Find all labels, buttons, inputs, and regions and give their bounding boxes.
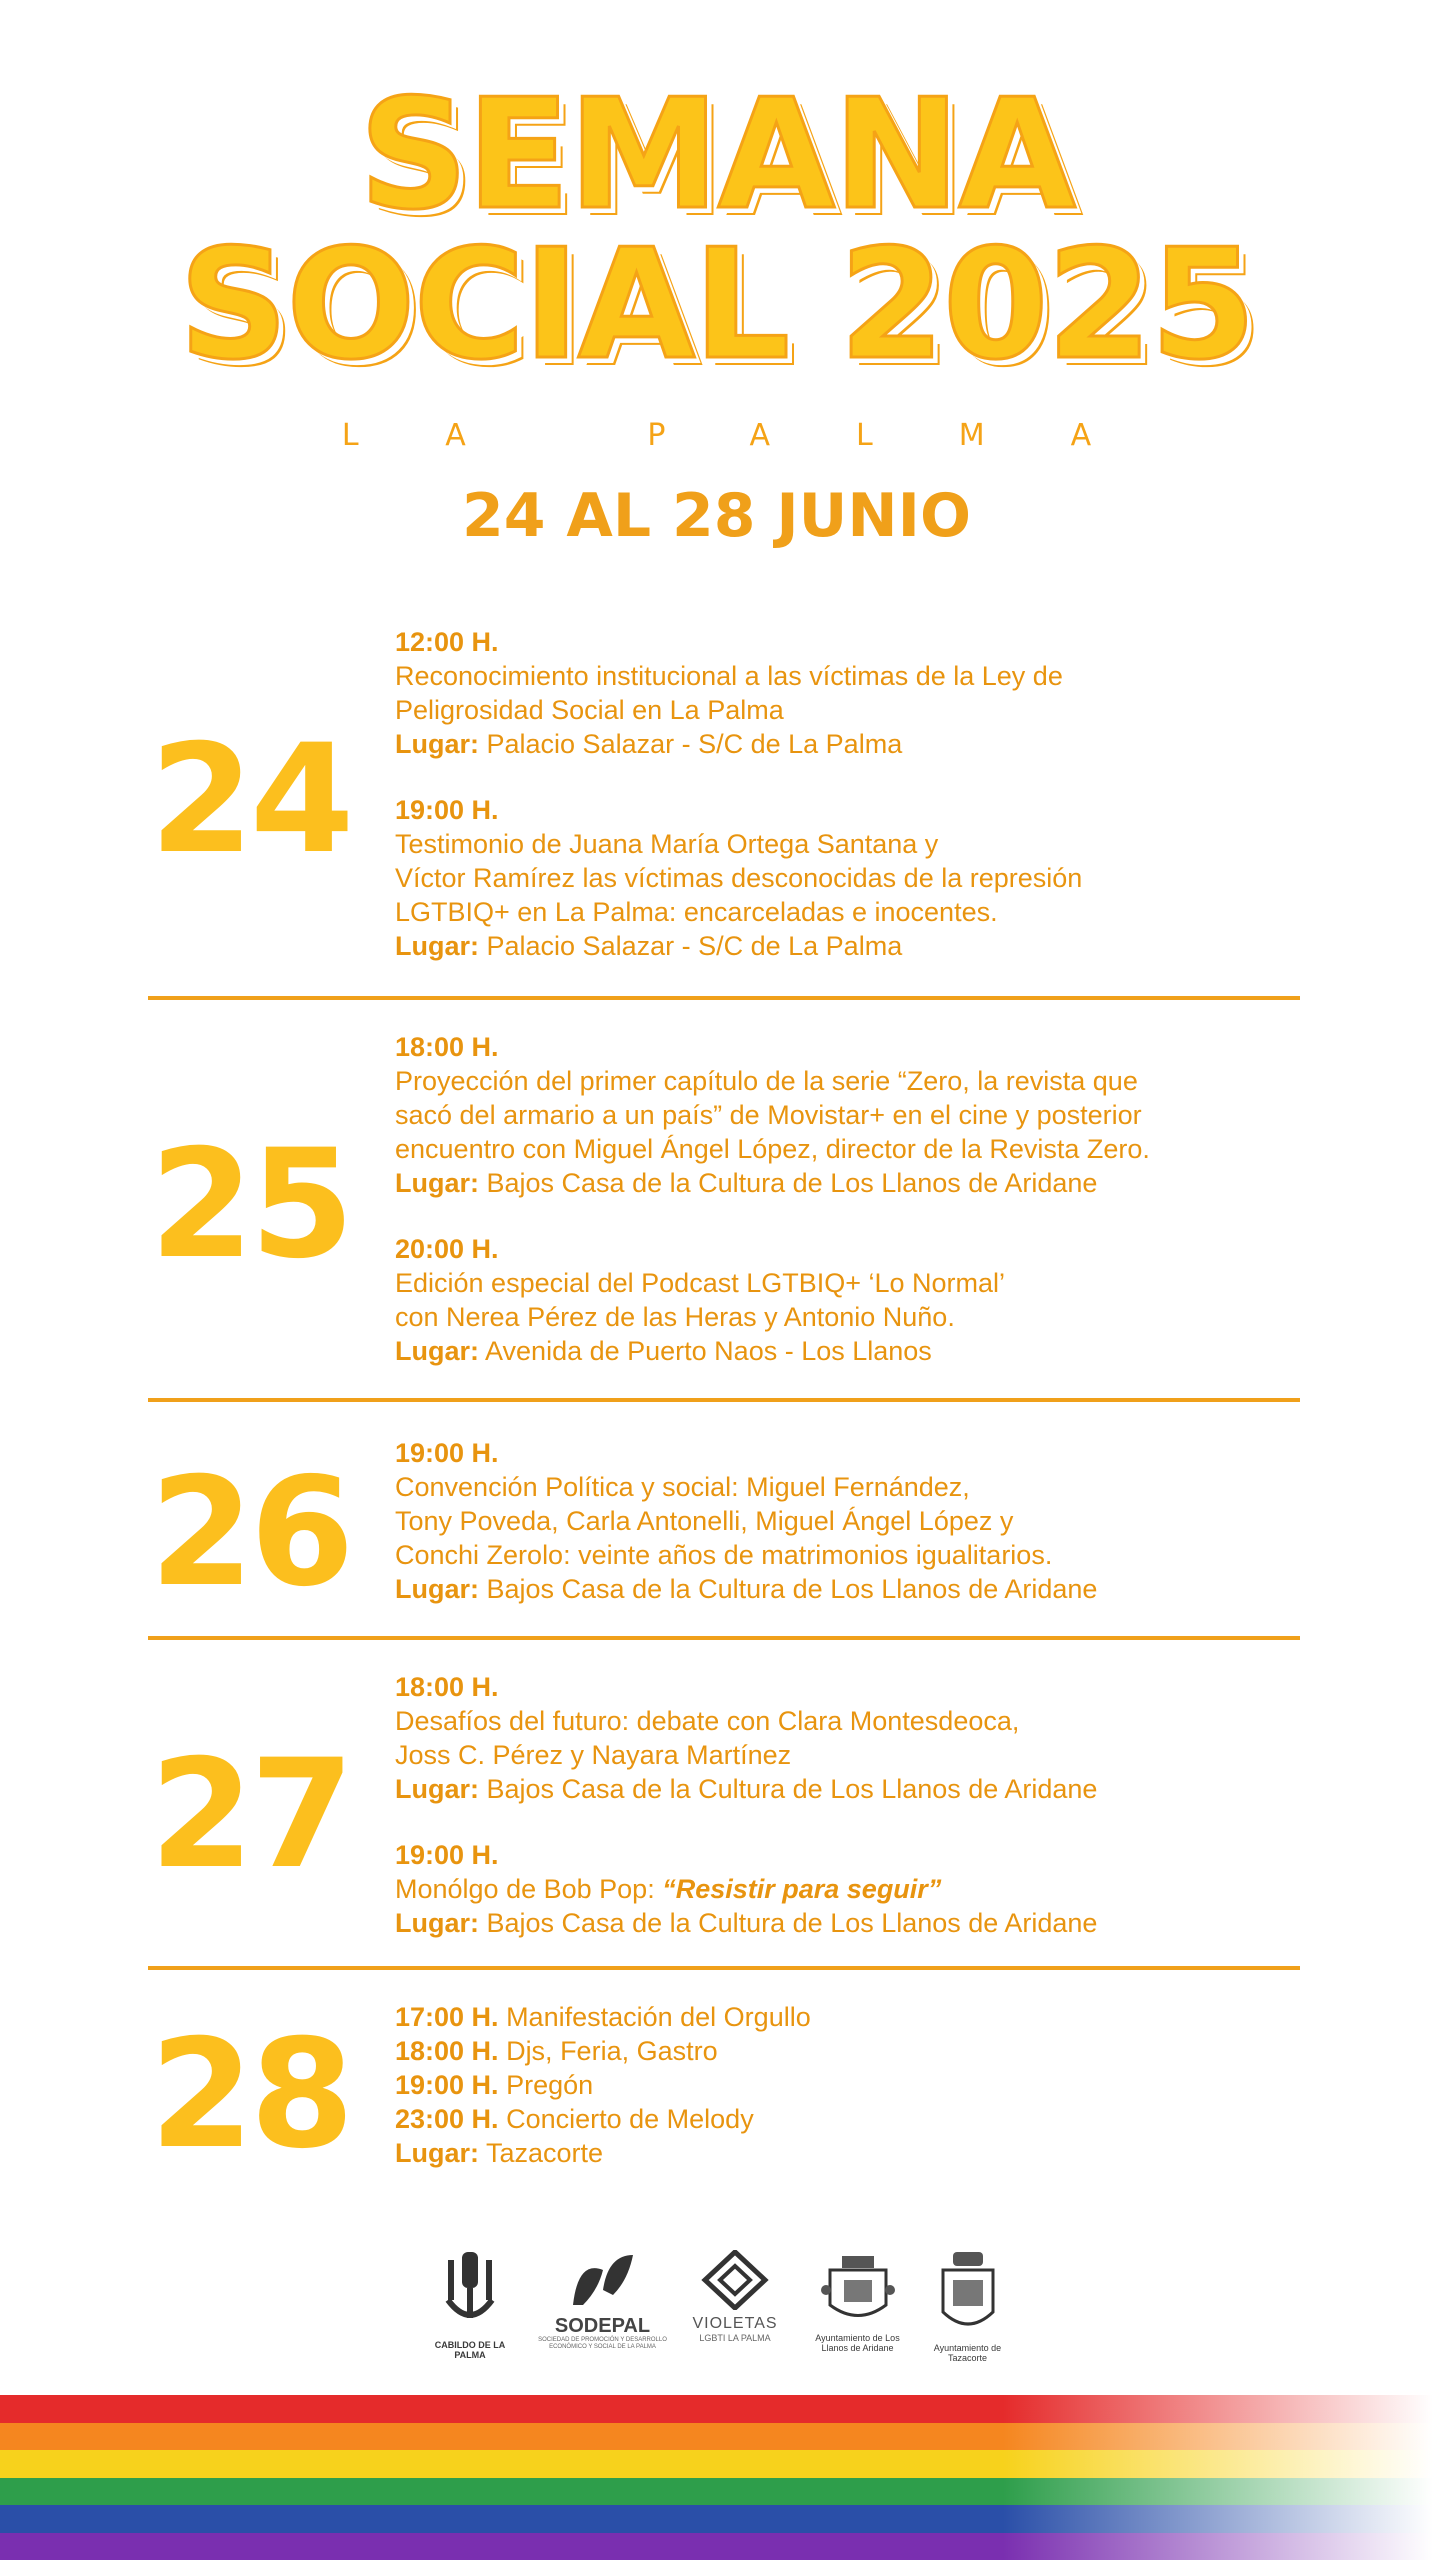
events-list [395,625,1315,995]
event-item [395,1232,1315,1368]
cabildo-logo [430,2250,510,2360]
violetas-name: VIOLETAS [692,2315,778,2332]
los-llanos-logo [805,2250,910,2353]
section-divider [148,1636,1300,1640]
event-description: encuentro con Miguel Ángel López, director de la Revista Zero. [395,1134,1150,1164]
description-emphasis: “Resistir para seguir” [662,1874,942,1904]
event-place [395,1166,1315,1200]
los-llanos-caption: Ayuntamiento de Los Llanos de Aridane [815,2333,900,2353]
event-time: 18:00 H. [395,2036,499,2066]
day-number: 24 [149,713,351,887]
day-number: 27 [149,1728,351,1902]
place-value: Bajos Casa de la Cultura de Los Llanos de Aridane [479,1908,1098,1938]
place-value: Palacio Salazar - S/C de La Palma [479,931,903,961]
day-number: 26 [149,1446,351,1620]
rainbow-flag-band [0,2395,1433,2560]
place-value: Avenida de Puerto Naos - Los Llanos [479,1336,932,1366]
place-value: Bajos Casa de la Cultura de Los Llanos de Aridane [479,1168,1098,1198]
event-item [395,1436,1315,1606]
sodepal-subtitle: SOCIEDAD DE PROMOCIÓN Y DESARROLLO ECONÓMICO Y SOCIAL DE LA PALMA [538,2337,667,2350]
event-description: Reconocimiento institucional a las víctimas de la Ley de [395,661,1063,691]
event-place [395,2136,1315,2170]
event-description: Tony Poveda, Carla Antonelli, Miguel Ángel López y [395,1506,1014,1536]
place-value: Bajos Casa de la Cultura de Los Llanos de Aridane [479,1774,1098,1804]
event-description: Manifestación del Orgullo [498,2002,811,2032]
violetas-logo [685,2250,785,2344]
event-time: 19:00 H. [395,2070,499,2100]
place-label: Lugar: [395,931,479,961]
events-list [395,1436,1315,1638]
event-time: 23:00 H. [395,2104,499,2134]
event-item [395,625,1315,761]
events-list [395,2000,1315,2202]
event-description: Desafíos del futuro: debate con Clara Montesdeoca, [395,1706,1020,1736]
title-social-2025: SOCIAL 2025 [178,216,1255,393]
event-time: 19:00 H. [395,1438,499,1468]
event-time: 19:00 H. [395,795,499,825]
event-time: 18:00 H. [395,1032,499,1062]
section-divider [148,1398,1300,1402]
place-value: Tazacorte [479,2138,604,2168]
event-place [395,1906,1315,1940]
event-time: 17:00 H. [395,2002,499,2032]
event-dates: 24 AL 28 JUNIO [462,481,971,551]
event-description: Concierto de Melody [498,2104,754,2134]
event-description: Conchi Zerolo: veinte años de matrimonios igualitarios. [395,1540,1053,1570]
event-description: Edición especial del Podcast LGTBIQ+ ‘Lo Normal’ [395,1268,1006,1298]
sodepal-emblem-icon [553,2250,653,2310]
event-description: LGTBIQ+ en La Palma: encarceladas e inocentes. [395,897,998,927]
event-description: sacó del armario a un país” de Movistar+ en el cine y posterior [395,1100,1142,1130]
rainbow-stripe-red [0,2395,1433,2423]
subtitle-la-palma: LA PALMA [341,418,1178,453]
rainbow-stripe-orange [0,2423,1433,2451]
event-description: Proyección del primer capítulo de la serie “Zero, la revista que [395,1066,1138,1096]
tazacorte-coat-of-arms-icon [935,2250,1001,2338]
section-divider [148,996,1300,1000]
los-llanos-coat-of-arms-icon [818,2250,898,2328]
event-item [395,2000,1315,2170]
schedule-line [395,2068,1315,2102]
event-place [395,1572,1315,1606]
section-divider [148,1966,1300,1970]
event-description: Víctor Ramírez las víctimas desconocidas de la represión [395,863,1083,893]
event-place [395,929,1315,963]
description-prefix: Monólgo de Bob Pop: [395,1874,663,1904]
event-item [395,1670,1315,1806]
poster-header [0,66,1433,551]
event-description: Convención Política y social: Miguel Fernández, [395,1472,970,1502]
events-list [395,1670,1315,1972]
event-description [395,1872,1315,1906]
schedule-line [395,2102,1315,2136]
cabildo-caption: CABILDO DE LA PALMA [434,2340,506,2360]
place-value: Bajos Casa de la Cultura de Los Llanos de Aridane [479,1574,1098,1604]
place-label: Lugar: [395,1574,479,1604]
place-value: Palacio Salazar - S/C de La Palma [479,729,903,759]
cabildo-emblem-icon [440,2250,500,2335]
place-label: Lugar: [395,1168,479,1198]
event-description: Peligrosidad Social en La Palma [395,695,784,725]
rainbow-stripe-green [0,2478,1433,2506]
event-place [395,727,1315,761]
event-description: Testimonio de Juana María Ortega Santana y [395,829,939,859]
place-label: Lugar: [395,2138,479,2168]
event-item [395,793,1315,963]
event-time: 18:00 H. [395,1672,499,1702]
event-item [395,1030,1315,1200]
schedule-line [395,2034,1315,2068]
event-description: Djs, Feria, Gastro [498,2036,718,2066]
sodepal-logo [535,2250,670,2351]
event-description: Pregón [498,2070,594,2100]
event-time: 12:00 H. [395,627,499,657]
tazacorte-logo [925,2250,1010,2363]
place-label: Lugar: [395,1336,479,1366]
rainbow-stripe-blue [0,2505,1433,2533]
event-place [395,1772,1315,1806]
place-label: Lugar: [395,729,479,759]
events-list [395,1030,1315,1400]
event-item [395,1838,1315,1940]
event-time: 20:00 H. [395,1234,499,1264]
sponsor-logos [430,2250,1030,2370]
day-number: 28 [149,2008,351,2182]
event-time: 19:00 H. [395,1840,499,1870]
sodepal-name: SODEPAL [554,2315,651,2337]
title-semana: SEMANA [358,66,1075,243]
place-label: Lugar: [395,1908,479,1938]
day-number: 25 [149,1118,351,1292]
event-description: Joss C. Pérez y Nayara Martínez [395,1740,792,1770]
event-place [395,1334,1315,1368]
violetas-emblem-icon [700,2250,770,2310]
place-label: Lugar: [395,1774,479,1804]
rainbow-stripe-yellow [0,2450,1433,2478]
violetas-subtitle: LGBTI LA PALMA [699,2333,771,2343]
schedule-line [395,2000,1315,2034]
tazacorte-caption: Ayuntamiento de Tazacorte [933,2343,1002,2363]
rainbow-stripe-violet [0,2533,1433,2560]
event-description: con Nerea Pérez de las Heras y Antonio Nuño. [395,1302,955,1332]
